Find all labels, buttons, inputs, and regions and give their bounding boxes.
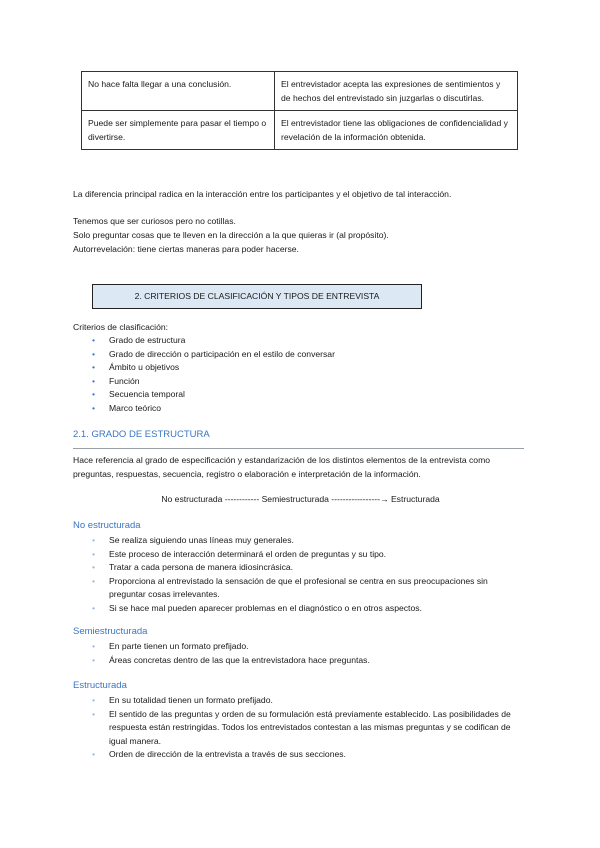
subheading-semiestructurada: Semiestructurada [73,626,148,637]
bullet-icon: • [92,375,96,386]
section-heading: 2.1. GRADO DE ESTRUCTURA [73,429,210,440]
section-heading-box: 2. CRITERIOS DE CLASIFICACIÓN Y TIPOS DE ENTREVISTA [92,284,422,309]
paragraph: Hace referencia al grado de especificación y estandarización de los distintos elementos de la entrevista como preguntas, respuestas, secuencia, registro o elaboración e interpretación de la información. [73,455,491,479]
bullet-icon: • [92,708,96,719]
list-item: • En su totalidad tienen un formato prefijado. [92,694,512,708]
list-item: • Áreas concretas dentro de las que la entrevistadora hace preguntas. [92,654,512,668]
bullet-icon: • [92,602,96,613]
table-cell: El entrevistador tiene las obligaciones de confidencialidad y revelación de la información obtenida. [275,111,518,150]
list-item: • El sentido de las preguntas y orden de su formulación está previamente establecido. Las posibilidades de respuesta están restringidas. Todos los entrevistados contestan a las mismas preguntas y se codifican de igual manera. [92,708,511,746]
list-item: • Grado de dirección o participación en el estilo de conversar [92,348,335,362]
bullet-icon: • [92,654,96,665]
list-item: • En parte tienen un formato prefijado. [92,640,512,654]
subheading-estructurada: Estructurada [73,680,127,691]
list-item: • Si se hace mal pueden aparecer problemas en el diagnóstico o en otros aspectos. [92,602,512,616]
table-row [82,111,518,150]
paragraph-diferencia: La diferencia principal radica en la interacción entre los participantes y el objetivo de tal interacción. [73,189,452,199]
subheading-no-estructurada: No estructurada [73,520,141,531]
bullet-icon: • [92,389,96,400]
list-item: • Secuencia temporal [92,388,335,402]
bullet-icon: • [92,335,96,345]
bullet-icon: • [92,749,96,760]
bullet-icon: • [92,548,96,559]
bullet-icon: • [92,575,96,586]
criteria-list [92,334,335,416]
list-item: • Grado de estructura [92,334,335,348]
list-item: • Proporciona al entrevistado la sensación de que el profesional se centra en sus preocupaciones sin preguntar cosas irrelevantes. [92,575,488,600]
bullet-icon: • [92,362,96,373]
table-row [82,72,518,111]
no-estructurada-list [92,534,512,616]
paragraph-line: Autorrevelación: tiene ciertas maneras para poder hacerse. [73,244,299,254]
paragraph-line: Solo preguntar cosas que te lleven en la dirección a la que quieras ir (al propósito). [73,230,389,240]
scale-line: No estructurada ------------ Semiestructurada -----------------→ Estructurada [161,494,440,504]
list-item: • Este proceso de interacción determinará el orden de preguntas y su tipo. [92,548,512,562]
table-cell: El entrevistador acepta las expresiones de sentimientos y de hechos del entrevistado sin juzgarlas o discutirlas. [275,72,518,111]
list-item: • Orden de dirección de la entrevista a través de sus secciones. [92,748,512,762]
paragraph-line: Tenemos que ser curiosos pero no cotillas. [73,216,236,226]
bullet-icon: • [92,402,96,413]
table-cell: No hace falta llegar a una conclusión. [82,72,275,111]
criteria-title: Criterios de clasificación: [73,322,169,332]
list-item: • Se realiza siguiendo unas líneas muy generales. [92,534,512,548]
bullet-icon: • [92,641,96,651]
divider [73,448,524,449]
list-item: • Tratar a cada persona de manera idiosincrásica. [92,561,512,575]
semiestructurada-list [92,640,512,667]
bullet-icon: • [92,348,96,359]
list-item: • Marco teórico [92,402,335,416]
table-cell: Puede ser simplemente para pasar el tiempo o divertirse. [82,111,275,150]
comparison-table [81,71,518,150]
bullet-icon: • [92,695,96,705]
bullet-icon: • [92,535,96,545]
list-item: • Ámbito u objetivos [92,361,335,375]
bullet-icon: • [92,562,96,573]
estructurada-list [92,694,512,762]
list-item: • Función [92,375,335,389]
